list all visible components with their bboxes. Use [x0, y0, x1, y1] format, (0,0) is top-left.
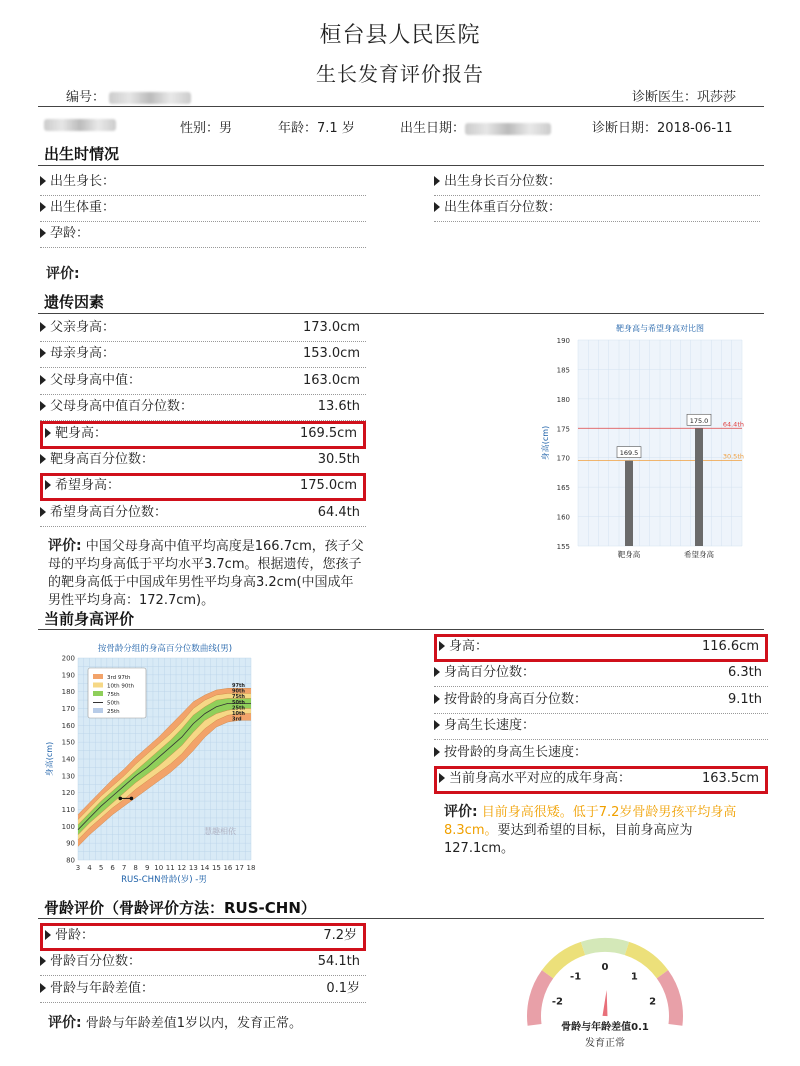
- gauge-tick: -2: [551, 996, 564, 1008]
- genetic-label: 母亲身高：: [50, 346, 116, 362]
- x-category-label: 希望身高: [684, 550, 714, 559]
- gauge-needle: [603, 990, 608, 1016]
- bone-value: 0.1岁: [326, 980, 360, 996]
- gender-label: 性别：: [180, 121, 220, 136]
- genetic-value: 13.6th: [317, 399, 360, 415]
- arrow-icon: [434, 176, 440, 186]
- x-tick-label: 10: [154, 864, 164, 872]
- birth-divider: [38, 165, 764, 166]
- genetic-value: 64.4th: [317, 504, 360, 520]
- arrow-icon: [434, 667, 440, 677]
- report-id: [66, 86, 191, 105]
- doctor-label: 诊断医生：: [631, 90, 697, 105]
- gestation-label: 孕龄：: [50, 226, 90, 241]
- bone-label: 骨龄百分位数：: [50, 954, 142, 970]
- arrow-icon: [45, 930, 51, 940]
- birth-length-pct-row: [434, 169, 760, 196]
- report-id-label: 编号：: [66, 90, 106, 105]
- arrow-icon: [40, 176, 46, 186]
- y-tick-label: 180: [61, 688, 75, 697]
- x-tick-label: 12: [177, 864, 187, 872]
- birth-eval-label: 评价:: [46, 266, 80, 282]
- y-tick-label: 130: [61, 772, 75, 781]
- current-eval-warning: 目前身高很矮。低于7.2岁骨龄男孩平均身高8.3cm。: [444, 805, 737, 838]
- growth-chart-curve-labels: [232, 683, 245, 723]
- gauge-needle-shape: [603, 990, 608, 1016]
- y-tick-label: 150: [61, 738, 75, 747]
- gauge-tick: 1: [630, 971, 638, 983]
- gauge-segment: [657, 970, 683, 1026]
- patient-marker-dot: [118, 797, 122, 801]
- gauge-tick: 2: [649, 996, 657, 1008]
- current-row: [434, 660, 768, 687]
- arrow-icon: [434, 694, 440, 704]
- birth-weight-pct-label: 出生体重百分位数：: [444, 200, 562, 215]
- arrow-icon: [45, 480, 51, 490]
- reference-label: 64.4th: [722, 420, 744, 429]
- y-tick-label: 120: [61, 789, 75, 798]
- current-eval: [444, 803, 760, 858]
- arrow-icon: [40, 228, 46, 238]
- section-genetic-title: 遗传因素: [44, 293, 105, 311]
- current-label: 身高百分位数：: [444, 665, 536, 681]
- y-tick-label: 175: [556, 425, 570, 434]
- x-tick-label: 16: [223, 864, 233, 872]
- growth-chart-watermark: 慧趣相依: [204, 827, 236, 836]
- bone-row: [40, 923, 366, 951]
- growth-chart-title: 按骨龄分组的身高百分位数曲线(男): [97, 644, 233, 654]
- gender-value: 男: [219, 121, 233, 136]
- bar: [625, 461, 633, 546]
- genetic-value: 30.5th: [317, 452, 360, 467]
- age-label: 年龄：: [278, 121, 318, 136]
- genetic-value: 163.0cm: [302, 372, 360, 388]
- arrow-icon: [40, 454, 46, 464]
- birth-weight-row: [40, 195, 366, 222]
- current-label: 按骨龄的身高生长速度：: [444, 744, 588, 760]
- section-current-title: 当前身高评价: [44, 610, 135, 628]
- doctor: [632, 86, 736, 105]
- current-label: 按骨龄的身高百分位数：: [444, 691, 588, 707]
- curve-label: 3rd: [232, 716, 242, 723]
- x-tick-label: 15: [211, 864, 221, 872]
- current-eval-text: 要达到希望的目标，目前身高应为127.1cm。: [444, 823, 693, 856]
- bone-eval-text: 骨龄与年龄差值1岁以内，发育正常。: [85, 1016, 303, 1031]
- gauge-label: 骨龄与年龄差值0.1: [561, 1022, 649, 1033]
- y-tick-label: 110: [61, 806, 75, 814]
- legend-label: 50th: [107, 700, 120, 707]
- y-tick-label: 170: [556, 454, 570, 463]
- curve-label: 50th: [232, 699, 245, 706]
- arrow-icon: [434, 720, 440, 730]
- x-category-label: 靶身高: [617, 550, 641, 559]
- legend-label: 75th: [107, 692, 120, 698]
- reference-label: 30.5th: [722, 452, 744, 461]
- birth-weight-pct-row: [434, 195, 760, 222]
- arrow-icon: [434, 747, 440, 757]
- current-row: [434, 713, 768, 740]
- patient-marker-dot: [130, 797, 134, 801]
- current-row: [434, 634, 768, 662]
- diagnosis-date: [592, 117, 733, 136]
- genetic-eval: [48, 537, 366, 610]
- bone-row: [40, 949, 366, 976]
- dob-redacted: [465, 123, 551, 135]
- patient-name-blur: [44, 119, 116, 131]
- arrow-icon: [40, 401, 46, 411]
- diag-date-value: 2018-06-11: [657, 121, 733, 136]
- bone-label: 骨龄：: [55, 928, 95, 943]
- y-tick-label: 140: [61, 755, 75, 764]
- genetic-row: [40, 473, 366, 501]
- x-tick-label: 9: [144, 864, 150, 872]
- genetic-eval-label: 评价:: [48, 538, 82, 554]
- arrow-icon: [40, 956, 46, 966]
- birth-length-label: 出生身长：: [50, 174, 116, 189]
- arrow-icon: [40, 983, 46, 993]
- y-tick-label: 200: [61, 654, 75, 663]
- report-title: 生长发育评价报告: [316, 62, 484, 86]
- bar-chart-xlabels: [618, 549, 715, 559]
- current-label: 身高生长速度：: [444, 718, 536, 734]
- patient-gender: [180, 117, 232, 136]
- doctor-name: 巩莎莎: [696, 90, 736, 105]
- arrow-icon: [439, 773, 445, 783]
- current-value: 9.1th: [727, 691, 762, 707]
- bone-value: 54.1th: [317, 954, 360, 970]
- growth-chart-ylabel: 身高(cm): [45, 741, 54, 777]
- current-eval-label: 评价:: [444, 804, 478, 820]
- growth-percentile-chart: [40, 636, 270, 888]
- target-height-bar-chart: [536, 318, 766, 564]
- diag-date-label: 诊断日期：: [592, 121, 658, 136]
- dob-label: 出生日期：: [400, 121, 466, 136]
- arrow-icon: [434, 202, 440, 212]
- curve-label: 25th: [232, 705, 245, 712]
- genetic-divider: [38, 313, 764, 314]
- section-bone-title: 骨龄评价（骨龄评价方法：RUS-CHN）: [44, 899, 316, 917]
- y-tick-label: 160: [556, 513, 570, 522]
- x-tick-label: 5: [98, 864, 104, 872]
- hospital-name: 桓台县人民医院: [319, 23, 481, 48]
- genetic-label: 希望身高百分位数：: [50, 504, 168, 520]
- current-row: [434, 740, 768, 767]
- bone-eval: [48, 1014, 378, 1033]
- gauge-tick-labels: [552, 962, 656, 1008]
- x-tick-label: 14: [200, 864, 210, 872]
- y-tick-label: 170: [61, 705, 75, 713]
- x-tick-label: 3: [75, 864, 81, 872]
- genetic-row: [40, 421, 366, 449]
- genetic-label: 靶身高：: [55, 425, 108, 441]
- legend-label: 10th 90th: [107, 683, 135, 690]
- x-tick-label: 17: [235, 864, 244, 872]
- bar-value-label: 169.5: [619, 449, 639, 458]
- x-tick-label: 8: [133, 864, 138, 872]
- bar-value-label: 175.0: [689, 416, 709, 425]
- header-divider: [38, 106, 764, 107]
- genetic-value: 153.0cm: [302, 346, 360, 362]
- genetic-row: [40, 447, 366, 474]
- genetic-value: 169.5cm: [299, 425, 357, 441]
- genetic-label: 希望身高：: [55, 478, 121, 494]
- bar: [695, 428, 703, 546]
- genetic-row: [40, 394, 366, 421]
- arrow-icon: [40, 322, 46, 332]
- growth-chart-legend: [88, 668, 146, 718]
- curve-label: 10th: [232, 711, 245, 717]
- genetic-row: [40, 368, 366, 395]
- y-tick-label: 190: [61, 671, 75, 680]
- y-tick-label: 165: [556, 484, 570, 493]
- genetic-eval-text: 中国父母身高中值平均高度是166.7cm，孩子父母的平均身高低于平均水平3.7cm。根据遗传，您孩子的靶身高低于中国成年男性平均身高3.2cm(中国成年男性平均身高：172.7cm)。: [48, 539, 364, 608]
- arrow-icon: [439, 641, 445, 651]
- x-tick-label: 7: [121, 864, 127, 872]
- section-birth-title: 出生时情况: [44, 145, 120, 163]
- curve-label: 75th: [232, 694, 245, 701]
- arrow-icon: [45, 428, 51, 438]
- patient-dob: [400, 117, 551, 136]
- bone-age-gauge: [500, 916, 710, 1056]
- genetic-row: [40, 500, 366, 527]
- arrow-icon: [40, 348, 46, 358]
- legend-label: 3rd 97th: [107, 675, 131, 681]
- y-tick-label: 185: [556, 366, 570, 375]
- gauge-tick: -1: [570, 971, 582, 983]
- birth-weight-label: 出生体重：: [50, 200, 116, 215]
- patient-name-redacted: [44, 117, 116, 132]
- y-tick-label: 90: [66, 839, 75, 848]
- arrow-icon: [40, 202, 46, 212]
- current-row: [434, 687, 768, 714]
- legend-swatch: [93, 708, 103, 713]
- report-id-redacted: [109, 92, 191, 104]
- legend-swatch: [93, 674, 103, 679]
- gauge-segment: [527, 970, 553, 1026]
- bone-row: [40, 976, 366, 1003]
- genetic-label: 靶身高百分位数：: [50, 452, 155, 467]
- growth-chart-xlabel: RUS-CHN骨龄(岁) -男: [121, 875, 207, 885]
- x-tick-label: 18: [246, 864, 256, 872]
- bar-chart-yticks: [557, 337, 570, 551]
- gauge-tick: 0: [601, 962, 609, 973]
- genetic-row: [40, 341, 366, 368]
- genetic-value: 175.0cm: [299, 478, 357, 494]
- genetic-row: [40, 315, 366, 342]
- genetic-label: 父母身高中值百分位数：: [50, 399, 194, 415]
- x-tick-label: 6: [110, 864, 115, 872]
- x-tick-label: 13: [188, 864, 198, 872]
- genetic-label: 父母身高中值：: [50, 372, 142, 388]
- bone-label: 骨龄与年龄差值：: [50, 980, 155, 996]
- current-label: 身高：: [449, 639, 489, 654]
- age-value: 7.1 岁: [317, 121, 355, 136]
- genetic-value: 173.0cm: [302, 320, 360, 335]
- genetic-label: 父亲身高：: [50, 320, 116, 335]
- curve-label: 97th: [232, 683, 245, 689]
- y-tick-label: 80: [66, 856, 75, 865]
- legend-swatch: [93, 691, 103, 696]
- bar-chart-ylabel: 身高(cm): [541, 425, 550, 461]
- y-tick-label: 180: [556, 395, 570, 404]
- current-label: 当前身高水平对应的成年身高：: [449, 771, 632, 786]
- curve-label: 90th: [232, 688, 245, 695]
- current-value: 6.3th: [727, 665, 762, 681]
- x-tick-label: 4: [87, 864, 92, 872]
- birth-length-row: [40, 169, 366, 196]
- patient-age: [278, 117, 355, 136]
- legend-swatch: [93, 683, 103, 688]
- gauge-status: 发育正常: [585, 1038, 625, 1049]
- y-tick-label: 100: [61, 822, 75, 831]
- y-tick-label: 190: [556, 337, 570, 345]
- gestation-row: [40, 221, 366, 248]
- gauge-segment: [581, 938, 629, 955]
- birth-length-pct-label: 出生身长百分位数：: [444, 174, 562, 189]
- bone-value: 7.2岁: [323, 928, 357, 943]
- bar-chart-title: 靶身高与希望身高对比图: [616, 324, 704, 333]
- y-tick-label: 160: [61, 721, 75, 730]
- arrow-icon: [40, 507, 46, 517]
- current-value: 116.6cm: [701, 639, 759, 654]
- legend-label: 25th: [107, 709, 120, 715]
- arrow-icon: [40, 375, 46, 385]
- current-value: 163.5cm: [701, 771, 759, 786]
- bone-eval-label: 评价:: [48, 1015, 82, 1031]
- current-divider: [38, 629, 764, 630]
- y-tick-label: 155: [556, 543, 570, 551]
- current-row: [434, 766, 768, 794]
- x-tick-label: 11: [165, 864, 175, 872]
